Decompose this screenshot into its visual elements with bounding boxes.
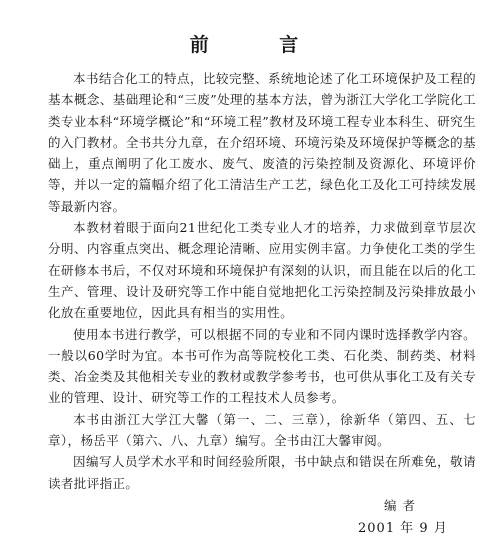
paragraph-5: 因编写人员学术水平和时间经验所限，书中缺点和错误在所难免，敬请读者批评指正。: [48, 454, 476, 491]
paragraph-1: 本书结合化工的特点，比较完整、系统地论述了化工环境保护及工程的基本概念、基础理论和“三废”处理的基本方法，曾为浙江大学化工学院化工类专业本科“环境学概论”和“环境工程”教材及环境工程专业本科生、研究生的入门教材。全书共分九章，在介绍环境、环境污染及环境保护等概念的基础上，重点阐明了化工废水、废气、废渣的污染控制及资源化、环境评价等，并以一定的篇幅介绍了化工清洁生产工艺，绿色化工及化工可持续发展等最新内容。: [48, 71, 476, 214]
preface-title: 前 言: [189, 34, 331, 56]
preface-body: [48, 68, 476, 494]
paragraph-3: 使用本书进行教学，可以根据不同的专业和不同内课时选择教学内容。一般以60学时为宜。本书可作为高等院校化工类、石化类、制药类、材料类、冶金类及其他相关专业的教材或教学参考书，也可供从事化工及有关专业的管理、设计、研究等工作的工程技术人员参考。: [48, 326, 476, 406]
paragraph-2: 本教材着眼于面向21世纪化工类专业人才的培养，力求做到章节层次分明、内容重点突出、概念理论清晰、应用实例丰富。力争使化工类的学生在研修本书后，不仅对环境和环境保护有深刻的认识，而且能在以后的化工生产、管理、设计及研究等工作中能自觉地把化工污染控制及污染排放最小化放在重要地位，因此具有相当的实用性。: [48, 220, 476, 321]
paragraph-4: 本书由浙江大学江大馨（第一、二、三章），徐新华（第四、五、七章），杨岳平（第六、八、九章）编写。全书由江大馨审阅。: [48, 411, 476, 449]
date: 2001 年 9 月: [358, 521, 448, 536]
signer: 编者: [384, 498, 422, 513]
